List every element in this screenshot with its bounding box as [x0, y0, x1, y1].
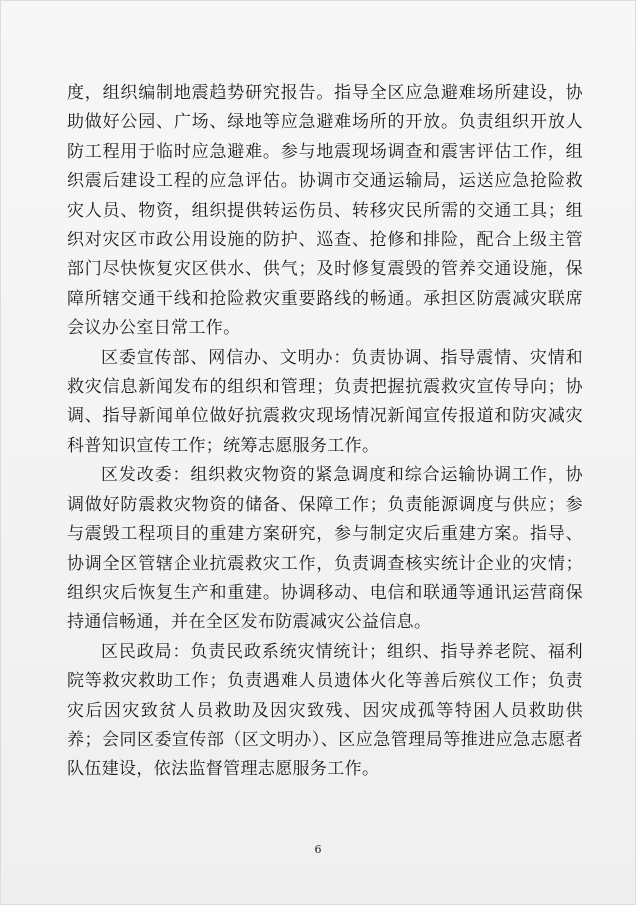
paragraph-development-reform-commission: 区发改委：组织救灾物资的紧急调度和综合运输协调工作，协调做好防震救灾物资的储备、保障工作；负责能源调度与供应；参与震毁工程项目的重建方案研究，参与制定灾后重建方案。指导、协调全区管辖企业抗震救灾工作，负责调查核实统计企业的灾情；组织灾后恢复生产和重建。协调移动、电信和联通等通讯运营商保持通信畅通，并在全区发布防震减灾公益信息。: [67, 465, 583, 633]
continued-paragraph: 度，组织编制地震趋势研究报告。指导全区应急避难场所建设，协助做好公园、广场、绿地等应急避难场所的开放。负责组织开放人防工程用于临时应急避难。参与地震现场调查和震害评估工作，组织震后建设工程的应急评估。协调市交通运输局，运送应急抢险救灾人员、物资，组织提供转运伤员、转移灾民所需的交通工具；组织对灾区市政公用设施的防护、巡查、抢修和排险，配合上级主管部门尽快恢复灾区供水、供气；及时修复震毁的管养交通设施，保障所辖交通干线和抢险救灾重要路线的畅通。承担区防震减灾联席会议办公室日常工作。: [67, 83, 583, 339]
document-body: [67, 79, 583, 785]
page-number: 6: [314, 843, 322, 856]
paragraph-civil-affairs-bureau: 区民政局：负责民政系统灾情统计；组织、指导养老院、福利院等救灾救助工作；负责遇难人员遗体火化等善后殡仪工作；负责灾后因灾致贫人员救助及因灾致残、因灾成孤等特困人员救助供养；会同区委宣传部（区文明办）、区应急管理局等推进应急志愿者队伍建设，依法监督管理志愿服务工作。: [67, 641, 583, 780]
paragraph-propaganda-department: 区委宣传部、网信办、文明办：负责协调、指导震情、灾情和救灾信息新闻发布的组织和管理；负责把握抗震救灾宣传导向；协调、指导新闻单位做好抗震救灾现场情况新闻宣传报道和防灾减灾科普知识宣传工作；统筹志愿服务工作。: [67, 347, 583, 456]
